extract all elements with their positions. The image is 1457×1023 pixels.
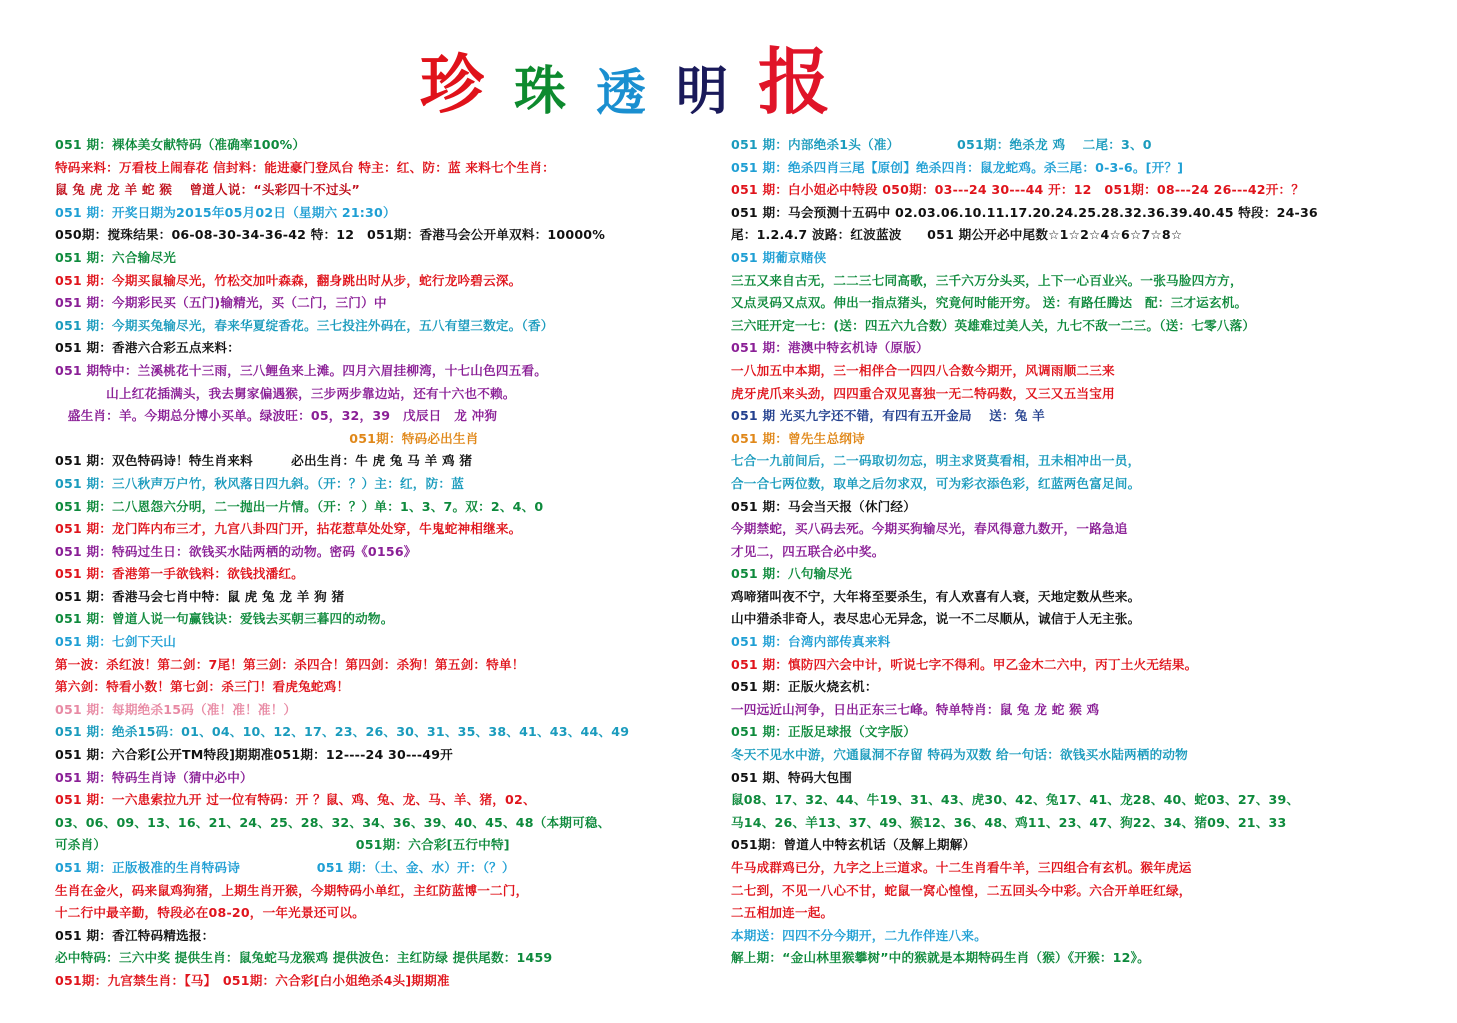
left-column-line: 051 期：六合彩[公开TM特段]期期准051期：12----24 30---49开 bbox=[55, 747, 453, 763]
left-column-line: 051 期：六合输尽光 bbox=[55, 249, 177, 265]
right-column-line: 051 期：马会当天报（休门经） bbox=[731, 498, 916, 514]
right-column-line: 本期送：四四不分今期开，二九作伴连八来。 bbox=[731, 927, 987, 943]
left-column-line: 可杀肖） 051期：六合彩[五行中特] bbox=[55, 837, 510, 853]
right-column-line: 051 期：慎防四六会中计，听说七字不得利。甲乙金木二六中，丙丁土火无结果。 bbox=[731, 656, 1198, 672]
right-column-line: 尾：1.2.4.7 波路：红波蓝波 051 期公开必中尾数☆1☆2☆4☆6☆7☆8☆ bbox=[731, 227, 1183, 243]
left-column-line: 特码来料：万看枝上闹春花 信封料：能进豪门登凤台 特主：红、防：蓝 来料七个生肖： bbox=[55, 159, 555, 175]
right-column-line: 又点灵码又点双。伸出一指点猪头，究竟何时能开穷。 送：有路任腾达 配：三才运玄机。 bbox=[731, 295, 1248, 311]
right-column-line: 051 期：台湾内部传真来料 bbox=[731, 634, 891, 650]
left-column-line: 051 期：二八恩怨六分明，二一抛出一片情。（开：？）单：1、3、7。双：2、4、0 bbox=[55, 498, 544, 514]
right-column-line: 051 期：正版足球报（文字版） bbox=[731, 724, 916, 740]
right-column-line: 冬天不见水中游，穴通鼠洞不存留 特码为双数 给一句话：欲钱买水陆两栖的动物 bbox=[731, 747, 1188, 763]
left-column-line: 051 期：开奖日期为2015年05月02日（星期六 21:30） bbox=[55, 204, 396, 220]
right-column-line: 鼠08、17、32、44、牛19、31、43、虎30、42、兔17、41、龙28、40、蛇03、27、39、 bbox=[731, 792, 1300, 808]
left-column-line: 051 期：今期买鼠输尽光，竹松交加叶森森，翻身跳出时从步，蛇行龙吟碧云深。 bbox=[55, 272, 522, 288]
title-char-2: 珠 bbox=[514, 61, 567, 122]
right-column-line: 三六旺开定一七：(送：四五六九合数）英雄难过美人关，九七不敌一二三。（送：七零八落） bbox=[731, 317, 1256, 333]
right-column-line: 051 期：内部绝杀1头（准） 051期：绝杀龙 鸡 二尾：3、0 bbox=[731, 137, 1152, 152]
left-column-line: 051 期：特码生肖诗（猜中必中） bbox=[55, 769, 253, 785]
title-char-4: 明 bbox=[676, 61, 729, 122]
left-column-line: 051 期：每期绝杀15码（准！准！准！） bbox=[55, 701, 297, 717]
right-column-line: 牛马成群鸡已分，九字之上三道求。十二生肖看牛羊，三四组合有玄机。猴年虎运 bbox=[731, 860, 1192, 875]
left-column-line: 第一波：杀红波！第二剑：7尾！第三剑：杀四合！第四剑：杀狗！第五剑：特单！ bbox=[55, 656, 525, 672]
right-column-line: 051 期：八句输尽光 bbox=[731, 566, 853, 582]
right-column-line: 马14、26、羊13、37、49、猴12、36、48、鸡11、23、47、狗22、34、猪09、21、33 bbox=[731, 814, 1287, 830]
right-column-line: 051 期：曾先生总纲诗 bbox=[731, 430, 865, 446]
title-char-5: 报 bbox=[758, 39, 831, 124]
left-column-line: 051 期：香港第一手欲钱料：欲钱找潘红。 bbox=[55, 566, 304, 582]
left-column-line: 050期：搅珠结果：06-08-30-34-36-42 特：12 051期：香港马会公开单双料：10000% bbox=[55, 227, 606, 243]
left-column-line: 03、06、09、13、16、21、24、25、28、32、34、36、39、40、45、48（本期可稳、 bbox=[55, 814, 611, 830]
left-column-line: 051期：特码必出生肖 bbox=[55, 430, 479, 446]
right-column-line: 鸡啼猪叫夜不宁，大年将至要杀生，有人欢喜有人衰，天地定数从些来。 bbox=[731, 588, 1141, 604]
left-column-line: 051 期：正版极准的生肖特码诗 051 期：（土、金、水）开：（？） bbox=[55, 860, 515, 875]
left-column-line: 051 期：今期彩民买（五门)输精光，买（二门，三门）中 bbox=[55, 295, 387, 311]
left-column-line: 051 期：香港六合彩五点来料： bbox=[55, 340, 240, 356]
right-column-line: 虎牙虎爪来头劲，四四重合双见喜独一无二特码数，又三又五当宝用 bbox=[731, 385, 1115, 401]
right-column bbox=[731, 134, 1431, 970]
right-column-line: 山中猎杀非奇人，表尽忠心无异念，说一不二尽顺从，诚信于人无主张。 bbox=[731, 611, 1141, 627]
right-column-line: 七合一九前间后，二一码取切勿忘，明主求贤莫看相，丑未相冲出一员， bbox=[731, 453, 1141, 469]
left-column-line: 051 期：一六患索拉九开 过一位有特码：开 ？鼠、鸡、兔、龙、马、羊、猪，02、 bbox=[55, 792, 536, 808]
left-column-line: 盛生肖：羊。今期总分博小买单。绿波旺：05，32，39 戊辰日 龙 冲狗 bbox=[55, 408, 498, 424]
right-column-line: 一八加五中本期，三一相伴合一四四八合数今期开，风调雨顺二三来 bbox=[731, 362, 1115, 378]
right-column-line: 三五又来自古无，二二三七同高歌，三千六万分头买，上下一心百业兴。一张马脸四方方， bbox=[731, 272, 1243, 288]
newspaper-title bbox=[420, 28, 860, 124]
left-column-line: 必中特码：三六中奖 提供生肖：鼠兔蛇马龙猴鸡 提供波色：主红防绿 提供尾数：1459 bbox=[55, 950, 553, 966]
left-column-line: 生肖在金火，码来鼠鸡狗猪，上期生肖开猴，今期特码小单红，主红防蓝博一二门， bbox=[55, 882, 529, 898]
left-column-line: 051 期：今期买兔输尽光，春来华夏绽香花。三七投注外码在，五八有望三数定。（香） bbox=[55, 317, 554, 333]
left-column bbox=[55, 134, 695, 993]
left-column-line: 051 期：裸体美女献特码（准确率100%） bbox=[55, 137, 306, 152]
right-column-line: 051 期 光买九字还不错，有四有五开金局 送：兔 羊 bbox=[731, 408, 1045, 424]
right-column-line: 051期：曾道人中特玄机话（及解上期解） bbox=[731, 837, 976, 853]
right-column-line: 051 期：正版火烧玄机： bbox=[731, 679, 878, 695]
left-column-line: 鼠 兔 虎 龙 羊 蛇 猴 曾道人说：“头彩四十不过头” bbox=[55, 182, 360, 198]
left-column-line: 051 期：三八秋声万户竹，秋风落日四九斜。（开：？）主：红，防：蓝 bbox=[55, 475, 464, 491]
right-column-line: 一四远近山河争，日出正东三七峰。特单特肖：鼠 兔 龙 蛇 猴 鸡 bbox=[731, 701, 1100, 717]
left-column-line: 051 期：曾道人说一句赢钱诀：爱钱去买朝三暮四的动物。 bbox=[55, 611, 394, 627]
right-column-line: 051 期葡京赌侠 bbox=[731, 249, 827, 265]
right-column-line: 才见二，四五联合必中奖。 bbox=[731, 543, 885, 559]
right-column-line: 合一合七两位数，取单之后勿求双，可为彩衣添色彩，红蓝两色富足间。 bbox=[731, 475, 1141, 491]
left-column-line: 051 期：七剑下天山 bbox=[55, 634, 177, 650]
left-column-line: 051 期：龙门阵内布三才，九宫八卦四门开，拈花惹草处处穿，牛鬼蛇神相继来。 bbox=[55, 521, 522, 537]
left-column-line: 051 期特中：兰溪桃花十三雨，三八鲤鱼来上滩。四月六眉挂柳湾，十七山色四五看。 bbox=[55, 362, 548, 378]
left-column-line: 051 期：绝杀15码：01、04、10、12、17、23、26、30、31、35、38、41、43、44、49 bbox=[55, 724, 630, 740]
right-column-line: 051 期：马会预测十五码中 02.03.06.10.11.17.20.24.25.28.32.36.39.40.45 特段：24-36 bbox=[731, 204, 1318, 220]
right-column-line: 051 期、特码大包围 bbox=[731, 769, 853, 785]
left-column-line: 十二行中最辛勤，特段必在08-20，一年光景还可以。 bbox=[55, 905, 365, 921]
right-column-line: 今期禁蛇，买八码去死。今期买狗输尽光，春风得意九数开，一路急追 bbox=[731, 521, 1128, 537]
right-column-line: 解上期：“金山林里猴攀树”中的猴就是本期特码生肖（猴）《开猴：12》。 bbox=[731, 950, 1150, 966]
left-column-line: 051 期：双色特码诗！特生肖来料 必出生肖：牛 虎 兔 马 羊 鸡 猪 bbox=[55, 453, 473, 469]
title-char-3: 透 bbox=[596, 63, 647, 122]
right-column-line: 051 期：港澳中特玄机诗（原版） bbox=[731, 340, 929, 356]
left-column-line: 051 期：香港马会七肖中特：鼠 虎 兔 龙 羊 狗 猪 bbox=[55, 588, 345, 604]
title-char-1: 珍 bbox=[420, 48, 484, 123]
left-column-line: 051 期：特码过生日：欲钱买水陆两栖的动物。密码《0156》 bbox=[55, 543, 417, 559]
left-column-line: 山上红花插满头，我去舅家偏遇猴，三步两步靠边站，还有十六也不赖。 bbox=[55, 385, 516, 401]
right-column-line: 二七到，不见一八心不甘，蛇鼠一窝心惶惶，二五回头今中彩。六合开单旺红绿， bbox=[731, 882, 1192, 898]
left-column-line: 051 期：香江特码精选报： bbox=[55, 927, 215, 943]
right-column-line: 051 期：白小姐必中特段 050期：03---24 30---44 开：12 051期：08---24 26---42开：？ bbox=[731, 182, 1305, 198]
right-column-line: 051 期：绝杀四肖三尾【原创】绝杀四肖：鼠龙蛇鸡。杀三尾：0-3-6。[开？] bbox=[731, 159, 1184, 175]
left-column-line: 第六剑：特看小数！第七剑：杀三门！看虎兔蛇鸡！ bbox=[55, 679, 350, 695]
right-column-line: 二五相加连一起。 bbox=[731, 905, 834, 921]
left-column-line: 051期：九宫禁生肖：【马】 051期：六合彩[白小姐绝杀4头]期期准 bbox=[55, 972, 450, 988]
